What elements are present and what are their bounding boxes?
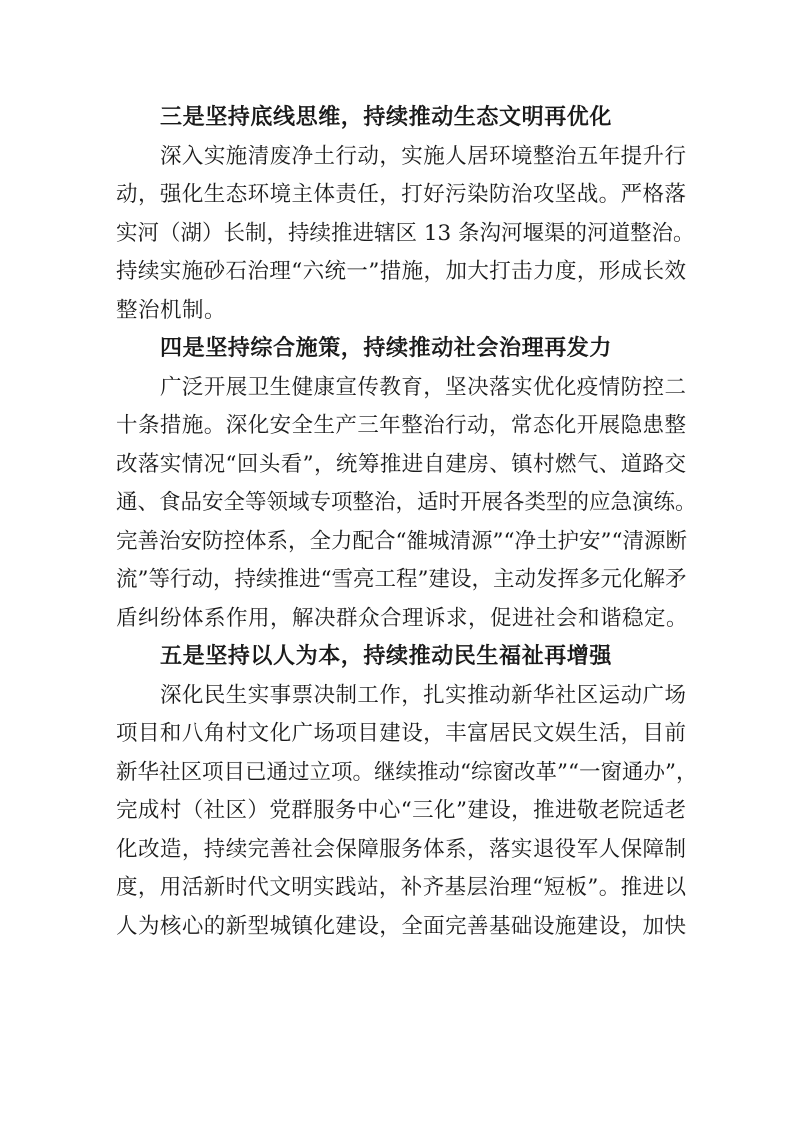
paragraph-line: 改落实情况“回头看”，统筹推进自建房、镇村燃气、道路交 xyxy=(116,451,686,477)
paragraph-line: 人为核心的新型城镇化建设，全面完善基础设施建设，加快 xyxy=(116,913,686,939)
paragraph-line: 通、食品安全等领域专项整治，适时开展各类型的应急演练。 xyxy=(116,490,697,515)
paragraph-line: 度，用活新时代文明实践站，补齐基层治理“短板”。推进以 xyxy=(116,875,686,900)
paragraph-line: 新华社区项目已通过立项。继续推动“综窗改革”“一窗通办”， xyxy=(116,759,698,785)
paragraph-line: 持续实施砂石治理“六统一”措施，加大打击力度，形成长效 xyxy=(116,259,686,284)
section-heading: 五是坚持以人为本，持续推动民生福祉再增强 xyxy=(160,644,613,669)
section-paragraph xyxy=(116,677,698,947)
paragraph-line: 深化民生实事票决制工作，扎实推动新华社区运动广场 xyxy=(160,682,686,708)
paragraph-line: 整治机制。 xyxy=(116,297,227,323)
section-ecology xyxy=(116,99,695,330)
section-livelihood xyxy=(116,638,698,946)
paragraph-line: 深入实施清废净土行动，实施人居环境整治五年提升行 xyxy=(160,143,686,169)
paragraph-line: 广泛开展卫生健康宣传教育，坚决落实优化疫情防控二 xyxy=(160,374,686,400)
paragraph-line: 动，强化生态环境主体责任，打好污染防治攻坚战。严格落 xyxy=(116,182,686,207)
paragraph-line: 完成村（社区）党群服务中心“三化”建设，推进敬老院适老 xyxy=(116,798,686,823)
document-body xyxy=(116,99,698,946)
paragraph-line: 项目和八角村文化广场项目建设，丰富居民文娱生活，目前 xyxy=(116,721,686,746)
section-heading: 三是坚持底线思维，持续推动生态文明再优化 xyxy=(160,105,613,130)
section-heading: 四是坚持综合施策，持续推动社会治理再发力 xyxy=(160,336,613,361)
paragraph-line: 实河（湖）长制，持续推进辖区 13 条沟河堰渠的河道整治。 xyxy=(116,220,695,246)
section-paragraph xyxy=(116,138,695,331)
section-governance xyxy=(116,330,697,638)
paragraph-line: 完善治安防控体系，全力配合“雒城清源”“净土护安”“清源断 xyxy=(116,528,687,554)
paragraph-line: 十条措施。深化安全生产三年整治行动，常态化开展隐患整 xyxy=(116,413,686,438)
paragraph-line: 化改造，持续完善社会保障服务体系，落实退役军人保障制 xyxy=(116,836,686,862)
paragraph-line: 盾纠纷体系作用，解决群众合理诉求，促进社会和谐稳定。 xyxy=(116,605,689,631)
section-paragraph xyxy=(116,369,697,639)
paragraph-line: 流”等行动，持续推进“雪亮工程”建设，主动发挥多元化解矛 xyxy=(116,567,687,592)
